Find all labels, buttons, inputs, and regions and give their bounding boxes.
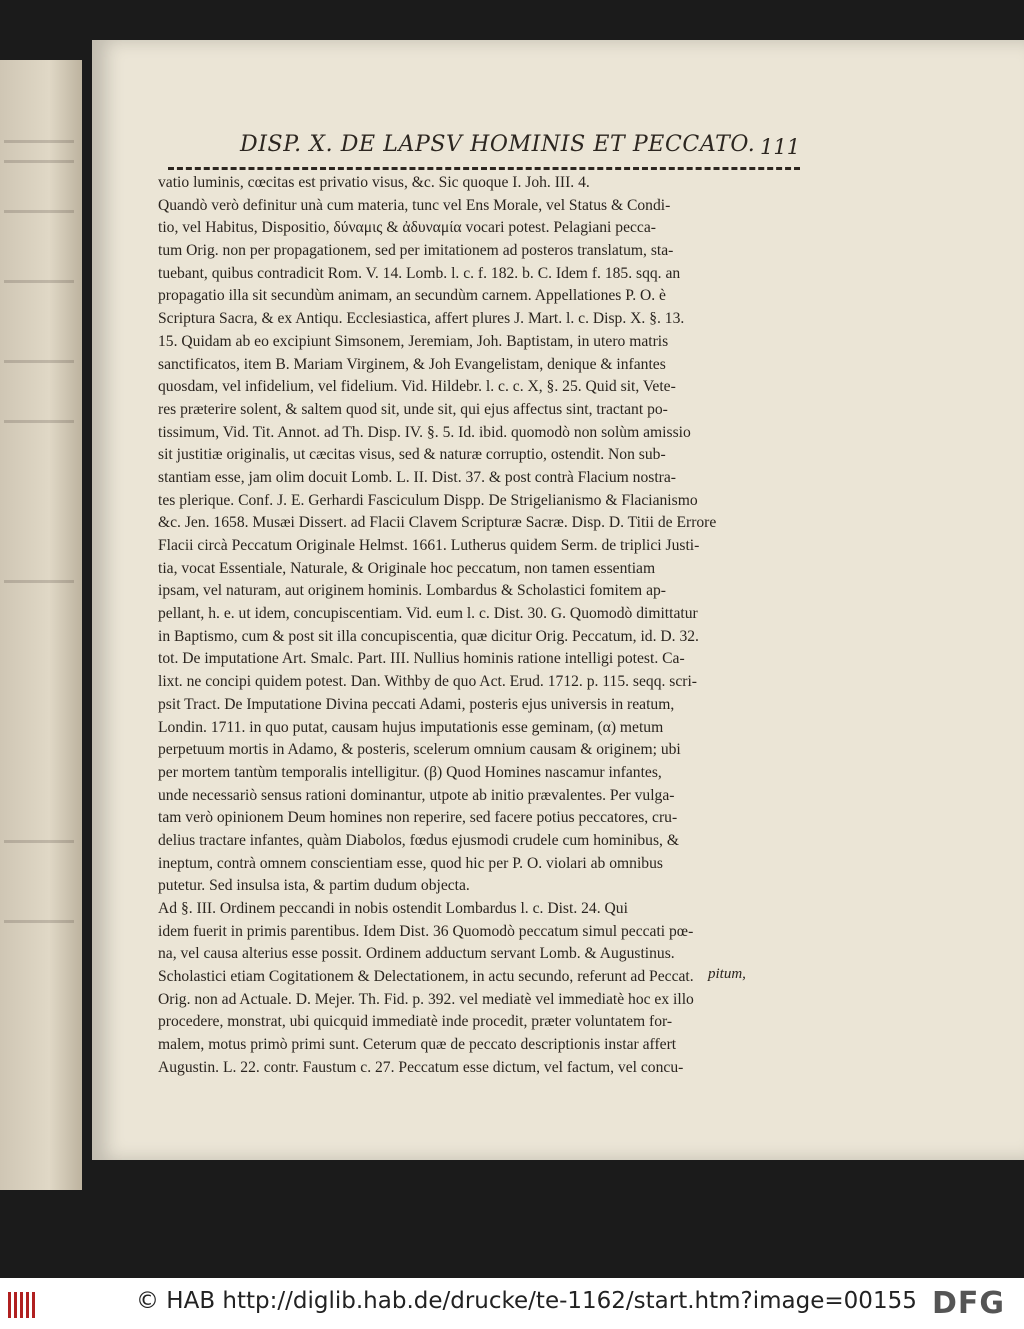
text-line: Augustin. L. 22. contr. Faustum c. 27. Peccatum esse dictum, vel factum, vel concu- <box>158 1058 684 1076</box>
text-line: stantiam esse, jam olim docuit Lomb. L. II. Dist. 37. & post contrà Flacium nostra- <box>158 468 676 486</box>
text-line: in Baptismo, cum & post sit illa concupiscentia, quæ dicitur Orig. Peccatum, id. D. 32. <box>158 627 699 645</box>
text-line: 15. Quidam ab eo excipiunt Simsonem, Jeremiam, Joh. Baptistam, in utero matris <box>158 332 669 350</box>
text-line: malem, motus primò primi sunt. Ceterum quæ de peccato descriptionis instar affert <box>158 1036 677 1054</box>
text-line: lixt. ne concipi quidem potest. Dan. Withby de quo Act. Erud. 1712. p. 115. seqq. scri- <box>158 673 698 691</box>
running-header: DISP. X. DE LAPSV HOMINIS ET PECCATO. <box>240 132 756 157</box>
hab-logo-icon <box>8 1292 38 1318</box>
text-line: tum Orig. non per propagationem, sed per imitationem ad posteros translatum, sta- <box>158 242 674 260</box>
text-line: propagatio illa sit secundùm animam, an secundùm carnem. Appellationes P. O. è <box>158 287 666 305</box>
text-line: tia, vocat Essentiale, Naturale, & Originale hoc peccatum, non tamen essentiam <box>158 559 656 577</box>
text-line: idem fuerit in primis parentibus. Idem Dist. 36 Quomodò peccatum simul peccati pœ- <box>158 922 694 940</box>
copyright-link[interactable]: © HAB http://diglib.hab.de/drucke/te-1162/start.htm?image=00155 <box>136 1288 917 1314</box>
header-rule <box>168 167 800 170</box>
text-line: quosdam, vel infidelium, vel fidelium. Vid. Hildebr. l. c. c. X, §. 25. Quid sit, Vete- <box>158 378 676 396</box>
catchword: pitum, <box>708 966 746 982</box>
text-line: tissimum, Vid. Tit. Annot. ad Th. Disp. IV. §. 5. Id. ibid. quomodò non solùm amissio <box>158 423 691 441</box>
text-line: Ad §. III. Ordinem peccandi in nobis ostendit Lombardus l. c. Dist. 24. Qui <box>158 900 628 917</box>
text-line: Scholastici etiam Cogitationem & Delectationem, in actu secundo, referunt ad Peccat. <box>158 968 694 986</box>
text-line: perpetuum mortis in Adamo, & posteris, scelerum omnium causam & originem; ubi <box>158 741 681 759</box>
text-line: tio, vel Habitus, Dispositio, δύναμις & ἀδυναμία vocari potest. Pelagiani pecca- <box>158 219 656 237</box>
text-line: Orig. non ad Actuale. D. Mejer. Th. Fid. p. 392. vel mediatè vel immediatè hoc ex illo <box>158 990 694 1008</box>
text-line: na, vel causa alterius esse possit. Ordinem adductum servant Lomb. & Augustinus. <box>158 945 675 963</box>
page-number: 111 <box>760 135 801 159</box>
text-line: unde necessariò sensus rationi dominantur, utpote ab initio prævalentes. Per vulga- <box>158 786 675 804</box>
text-line: putetur. Sed insulsa ista, & partim dudum objecta. <box>158 877 470 895</box>
text-line: res præterire solent, & saltem quod sit, unde sit, qui ejus affectus sint, tractant po- <box>158 400 668 418</box>
dfg-logo: DFG <box>932 1286 1006 1321</box>
text-line: sit justitiæ originalis, ut cæcitas visus, sed & naturæ corruptio, ostendit. Non sub- <box>158 446 666 464</box>
text-line: tuebant, quibus contradicit Rom. V. 14. Lomb. l. c. f. 182. b. C. Idem f. 185. sqq. an <box>158 264 681 282</box>
text-line: tes plerique. Conf. J. E. Gerhardi Fasciculum Dispp. De Strigelianismo & Flacianismo <box>158 491 698 509</box>
text-line: delius tractare infantes, quàm Diabolos, fœdus ejusmodi crudele cum hominibus, & <box>158 831 679 849</box>
text-line: vatio luminis, cœcitas est privatio visus, &c. Sic quoque I. Joh. III. 4. <box>158 174 590 191</box>
text-line: ipsam, vel naturam, aut originem hominis. Lombardus & Scholastici fomitem ap- <box>158 582 666 600</box>
text-line: tam verò opinionem Deum homines non reperire, sed facere potius peccatores, cru- <box>158 809 678 827</box>
text-line: sanctificatos, item B. Mariam Virginem, & Joh Evangelistam, denique & infantes <box>158 355 666 373</box>
text-line: Londin. 1711. in quo putat, causam hujus imputationis esse geminam, (α) metum <box>158 718 664 736</box>
text-line: tot. De imputatione Art. Smalc. Part. III. Nullius hominis ratione intelligi potest. Ca- <box>158 650 685 668</box>
viewer-footer <box>0 1278 1024 1329</box>
text-line: &c. Jen. 1658. Musæi Dissert. ad Flacii Clavem Scripturæ Sacræ. Disp. D. Titii de Errore <box>158 514 717 532</box>
text-line: Scriptura Sacra, & ex Antiqu. Ecclesiastica, affert plures J. Mart. l. c. Disp. X. §. 13. <box>158 310 685 328</box>
text-line: Flacii circà Peccatum Originale Helmst. 1661. Lutherus quidem Serm. de triplici Justi- <box>158 537 700 554</box>
text-line: Quandò verò definitur unà cum materia, tunc vel Ens Morale, vel Status & Condi- <box>158 196 671 214</box>
text-line: psit Tract. De Imputatione Divina peccati Adami, posteris ejus universis in reatum, <box>158 695 675 713</box>
text-line: procedere, monstrat, ubi quicquid immediatè inde procedit, præter voluntatem for- <box>158 1013 673 1031</box>
text-line: ineptum, contrà omnem conscientiam esse, quod hic per P. O. violari ab omnibus <box>158 854 663 872</box>
text-line: per mortem tantùm temporalis intelligitur. (β) Quod Homines nascamur infantes, <box>158 763 662 781</box>
body-text <box>158 172 794 1080</box>
text-line: pellant, h. e. ut idem, concupiscentiam. Vid. eum l. c. Dist. 30. G. Quomodò dimittatur <box>158 605 698 623</box>
previous-page-edge <box>0 60 82 1190</box>
